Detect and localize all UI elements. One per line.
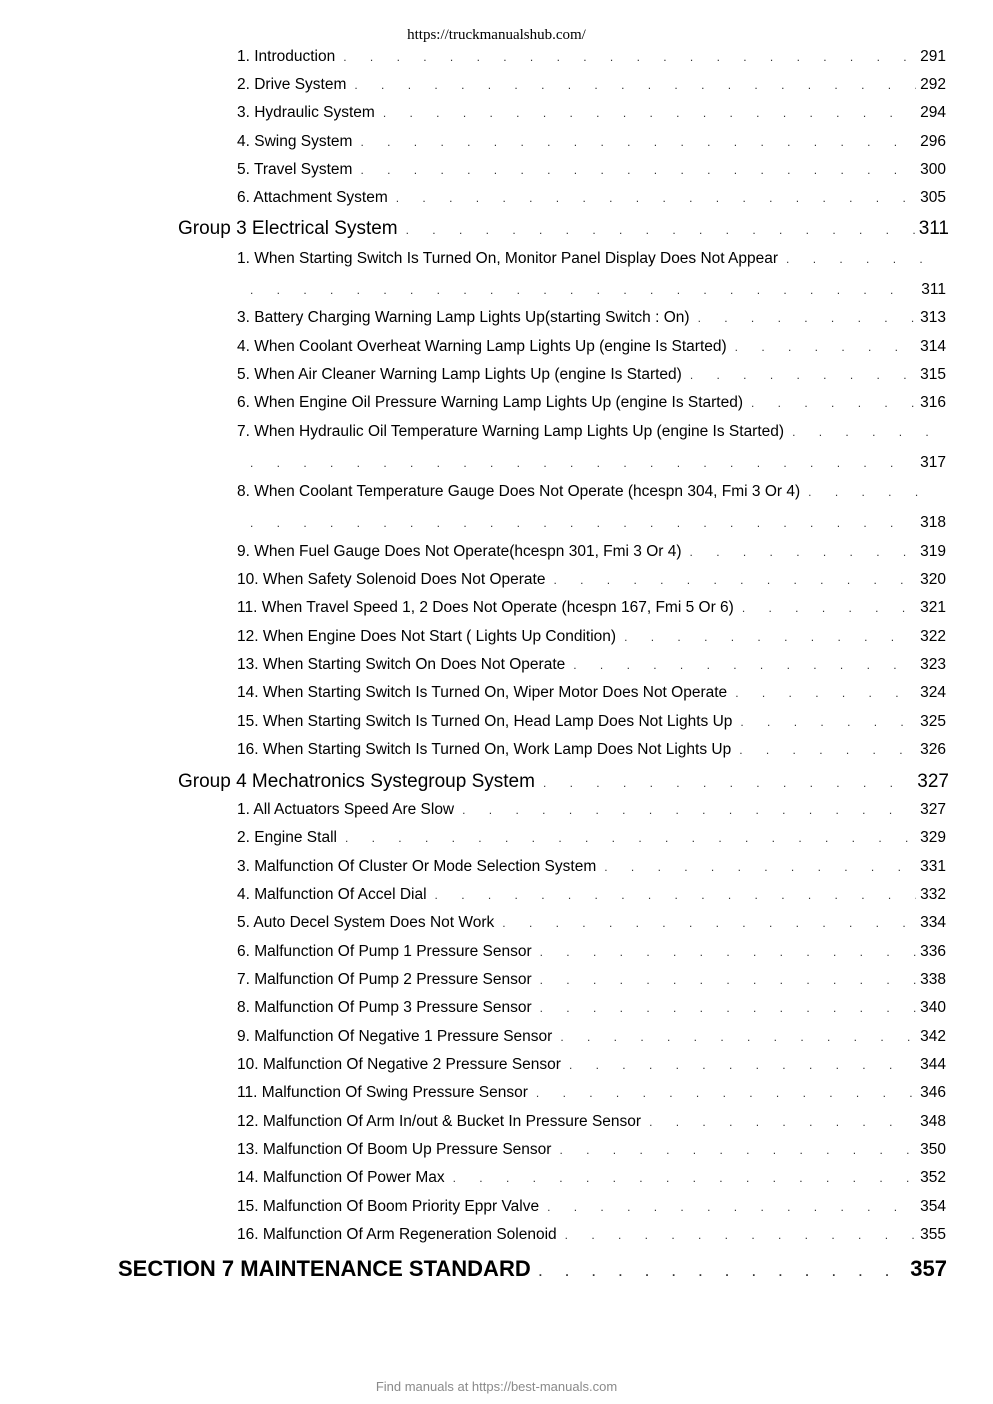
toc-entry-title: 5. Travel System xyxy=(237,161,353,178)
toc-entry-page-number: 321 xyxy=(920,599,946,616)
toc-dot-leader xyxy=(435,888,917,902)
toc-entry-title: 2. Engine Stall xyxy=(237,829,337,846)
toc-entry-title: 6. Malfunction Of Pump 1 Pressure Sensor xyxy=(237,943,532,960)
toc-dot-leader xyxy=(536,1086,916,1100)
toc-entry[interactable] xyxy=(0,104,993,122)
toc-entry[interactable] xyxy=(0,971,993,989)
toc-entry-page-number: 342 xyxy=(920,1028,946,1045)
toc-entry-title: 15. Malfunction Of Boom Priority Eppr Valve xyxy=(237,1198,540,1215)
toc-entry[interactable] xyxy=(0,656,993,674)
footer-text[interactable]: Find manuals at https://best-manuals.com xyxy=(375,1379,618,1394)
toc-dot-leader xyxy=(396,191,916,205)
header-url[interactable]: https://truckmanualshub.com/ xyxy=(407,27,586,43)
toc-dot-leader xyxy=(453,1171,917,1185)
toc-entry-title: 5. When Air Cleaner Warning Lamp Lights Up (engine Is Started) xyxy=(237,366,682,383)
toc-entry-page-number: 294 xyxy=(920,104,946,121)
toc-entry-title: 4. When Coolant Overheat Warning Lamp Lights Up (engine Is Started) xyxy=(237,338,727,355)
toc-dot-leader xyxy=(808,485,937,499)
toc-entry[interactable] xyxy=(0,189,993,207)
toc-entry-title: 3. Malfunction Of Cluster Or Mode Selection System xyxy=(237,858,597,875)
toc-entry-title: 8. When Coolant Temperature Gauge Does Not Operate (hcespn 304, Fmi 3 Or 4) xyxy=(237,483,801,500)
toc-dot-leader xyxy=(250,283,917,297)
toc-entry-title: 10. Malfunction Of Negative 2 Pressure Sensor xyxy=(237,1056,561,1073)
toc-entry-title: 12. When Engine Does Not Start ( Lights Up Condition) xyxy=(237,628,617,645)
toc-dot-leader xyxy=(792,425,937,439)
toc-entry[interactable] xyxy=(0,829,993,847)
toc-dot-leader xyxy=(540,1001,916,1015)
toc-entry[interactable] xyxy=(0,1256,993,1282)
toc-entry[interactable] xyxy=(0,599,993,617)
toc-dot-leader xyxy=(751,396,916,410)
toc-entry-title: 10. When Safety Solenoid Does Not Operate xyxy=(237,571,546,588)
toc-entry-title: 2. Drive System xyxy=(237,76,347,93)
toc-entry[interactable] xyxy=(0,1113,993,1131)
toc-entry-page-number: 313 xyxy=(920,309,946,326)
toc-entry[interactable] xyxy=(0,771,993,793)
toc-entry-title: 16. When Starting Switch Is Turned On, Work Lamp Does Not Lights Up xyxy=(237,741,732,758)
toc-dot-leader xyxy=(553,573,916,587)
toc-entry-page-number: 326 xyxy=(920,741,946,758)
toc-dot-leader xyxy=(735,686,916,700)
toc-dot-leader xyxy=(690,545,917,559)
toc-entry[interactable] xyxy=(0,483,993,501)
toc-entry[interactable] xyxy=(0,684,993,702)
toc-entry-title: Group 3 Electrical System xyxy=(178,218,398,239)
toc-dot-leader xyxy=(742,601,916,615)
toc-entry-page-number: 292 xyxy=(920,76,946,93)
toc-entry[interactable] xyxy=(0,999,993,1017)
toc-entry-page-number: 357 xyxy=(910,1256,947,1281)
toc-entry-page-number: 329 xyxy=(920,829,946,846)
toc-entry-page-number: 300 xyxy=(920,161,946,178)
toc-entry[interactable] xyxy=(0,48,993,66)
toc-entry-page-number: 332 xyxy=(920,886,946,903)
toc-entry[interactable] xyxy=(0,281,993,299)
toc-dot-leader xyxy=(698,311,917,325)
toc-entry[interactable] xyxy=(0,423,993,441)
toc-entry-title: 9. When Fuel Gauge Does Not Operate(hcespn 301, Fmi 3 Or 4) xyxy=(237,543,682,560)
toc-entry-title: 6. Attachment System xyxy=(237,189,388,206)
toc-dot-leader xyxy=(740,715,916,729)
toc-entry-page-number: 348 xyxy=(920,1113,946,1130)
toc-entry-page-number: 317 xyxy=(920,454,946,471)
toc-dot-leader xyxy=(540,945,916,959)
toc-dot-leader xyxy=(565,1228,916,1242)
toc-entry-title: 16. Malfunction Of Arm Regeneration Solenoid xyxy=(237,1226,557,1243)
toc-entry-page-number: 291 xyxy=(920,48,946,65)
toc-entry-page-number: 318 xyxy=(920,514,946,531)
toc-entry[interactable] xyxy=(0,514,993,532)
toc-entry-page-number: 327 xyxy=(920,801,946,818)
toc-entry-page-number: 350 xyxy=(920,1141,946,1158)
toc-entry-page-number: 354 xyxy=(920,1198,946,1215)
toc-dot-leader xyxy=(343,50,916,64)
toc-dot-leader xyxy=(739,743,916,757)
toc-entry[interactable] xyxy=(0,454,993,472)
toc-entry-title: 8. Malfunction Of Pump 3 Pressure Sensor xyxy=(237,999,532,1016)
toc-dot-leader xyxy=(786,252,937,266)
toc-dot-leader xyxy=(649,1115,916,1129)
toc-entry-page-number: 315 xyxy=(920,366,946,383)
toc-entry-page-number: 311 xyxy=(918,218,949,239)
toc-entry-title: 7. When Hydraulic Oil Temperature Warning Lamp Lights Up (engine Is Started) xyxy=(237,423,785,440)
toc-entry-title: 6. When Engine Oil Pressure Warning Lamp Lights Up (engine Is Started) xyxy=(237,394,744,411)
toc-dot-leader xyxy=(502,916,916,930)
toc-entry[interactable] xyxy=(0,133,993,151)
toc-entry-title: 9. Malfunction Of Negative 1 Pressure Sensor xyxy=(237,1028,553,1045)
toc-dot-leader xyxy=(573,658,916,672)
toc-entry-page-number: 325 xyxy=(920,713,946,730)
toc-entry-title: SECTION 7 MAINTENANCE STANDARD xyxy=(118,1256,531,1281)
toc-entry-page-number: 296 xyxy=(920,133,946,150)
toc-entry[interactable] xyxy=(0,1141,993,1159)
toc-entry[interactable] xyxy=(0,1084,993,1102)
toc-entry[interactable] xyxy=(0,366,993,384)
toc-entry[interactable] xyxy=(0,218,993,240)
toc-entry[interactable] xyxy=(0,713,993,731)
toc-dot-leader xyxy=(604,860,916,874)
toc-dot-leader xyxy=(690,368,916,382)
toc-entry-page-number: 324 xyxy=(920,684,946,701)
toc-entry-page-number: 323 xyxy=(920,656,946,673)
toc-entry-title: 3. Hydraulic System xyxy=(237,104,375,121)
toc-dot-leader xyxy=(360,135,916,149)
toc-entry-page-number: 311 xyxy=(921,281,946,298)
toc-entry[interactable] xyxy=(0,571,993,589)
toc-dot-leader xyxy=(540,973,916,987)
toc-dot-leader xyxy=(354,78,916,92)
toc-entry[interactable] xyxy=(0,76,993,94)
toc-entry[interactable] xyxy=(0,741,993,759)
toc-entry-page-number: 322 xyxy=(920,628,946,645)
toc-entry-title: 5. Auto Decel System Does Not Work xyxy=(237,914,495,931)
toc-entry-title: 14. When Starting Switch Is Turned On, Wiper Motor Does Not Operate xyxy=(237,684,728,701)
toc-entry[interactable] xyxy=(0,1169,993,1187)
toc-entry-title: 1. When Starting Switch Is Turned On, Monitor Panel Display Does Not Appear xyxy=(237,250,779,267)
toc-entry[interactable] xyxy=(0,338,993,356)
toc-entry-page-number: 305 xyxy=(920,189,946,206)
toc-entry-page-number: 355 xyxy=(920,1226,946,1243)
toc-entry[interactable] xyxy=(0,543,993,561)
toc-entry-page-number: 334 xyxy=(920,914,946,931)
toc-entry-page-number: 352 xyxy=(920,1169,946,1186)
toc-entry-page-number: 320 xyxy=(920,571,946,588)
toc-entry-title: 1. All Actuators Speed Are Slow xyxy=(237,801,455,818)
toc-entry-page-number: 319 xyxy=(920,543,946,560)
toc-entry-page-number: 327 xyxy=(917,771,949,792)
toc-entry-title: 1. Introduction xyxy=(237,48,336,65)
toc-dot-leader xyxy=(543,776,913,790)
toc-entry-page-number: 331 xyxy=(920,858,946,875)
toc-entry-page-number: 340 xyxy=(920,999,946,1016)
toc-entry-title: 13. When Starting Switch On Does Not Operate xyxy=(237,656,566,673)
toc-entry[interactable] xyxy=(0,1198,993,1216)
toc-entry-title: 11. Malfunction Of Swing Pressure Sensor xyxy=(237,1084,528,1101)
toc-entry-title: 3. Battery Charging Warning Lamp Lights Up(starting Switch : On) xyxy=(237,309,690,326)
toc-entry[interactable] xyxy=(0,801,993,819)
toc-entry-page-number: 336 xyxy=(920,943,946,960)
toc-entry[interactable] xyxy=(0,858,993,876)
toc-entry-title: 14. Malfunction Of Power Max xyxy=(237,1169,445,1186)
toc-entry-page-number: 344 xyxy=(920,1056,946,1073)
toc-entry[interactable] xyxy=(0,1028,993,1046)
toc-dot-leader xyxy=(250,456,916,470)
toc-dot-leader xyxy=(624,630,916,644)
toc-entry-title: 15. When Starting Switch Is Turned On, Head Lamp Does Not Lights Up xyxy=(237,713,733,730)
toc-entry[interactable] xyxy=(0,914,993,932)
toc-entry[interactable] xyxy=(0,886,993,904)
toc-entry-title: 11. When Travel Speed 1, 2 Does Not Operate (hcespn 167, Fmi 5 Or 6) xyxy=(237,599,734,616)
toc-dot-leader xyxy=(360,163,916,177)
toc-entry[interactable] xyxy=(0,628,993,646)
toc-dot-leader xyxy=(569,1058,916,1072)
toc-entry[interactable] xyxy=(0,943,993,961)
toc-dot-leader xyxy=(383,106,916,120)
toc-entry-title: 4. Malfunction Of Accel Dial xyxy=(237,886,427,903)
toc-dot-leader xyxy=(735,340,916,354)
toc-entry[interactable] xyxy=(0,394,993,412)
toc-dot-leader xyxy=(559,1143,916,1157)
toc-dot-leader xyxy=(250,516,916,530)
toc-entry-title: 4. Swing System xyxy=(237,133,353,150)
toc-entry[interactable] xyxy=(0,1226,993,1244)
toc-entry[interactable] xyxy=(0,309,993,327)
toc-entry[interactable] xyxy=(0,250,993,268)
toc-entry[interactable] xyxy=(0,1056,993,1074)
toc-dot-leader xyxy=(462,803,916,817)
toc-entry-page-number: 316 xyxy=(920,394,946,411)
toc-entry-page-number: 314 xyxy=(920,338,946,355)
toc-dot-leader xyxy=(345,831,916,845)
toc-entry-title: 7. Malfunction Of Pump 2 Pressure Sensor xyxy=(237,971,532,988)
toc-dot-leader xyxy=(547,1200,916,1214)
toc-dot-leader xyxy=(406,223,915,237)
toc-entry-title: 12. Malfunction Of Arm In/out & Bucket In Pressure Sensor xyxy=(237,1113,642,1130)
toc-entry[interactable] xyxy=(0,161,993,179)
toc-entry-title: 13. Malfunction Of Boom Up Pressure Sensor xyxy=(237,1141,552,1158)
toc-dot-leader xyxy=(560,1030,916,1044)
toc-dot-leader xyxy=(539,1265,907,1279)
toc-entry-title: Group 4 Mechatronics Systegroup System xyxy=(178,771,535,792)
toc-entry-page-number: 338 xyxy=(920,971,946,988)
toc-entry-page-number: 346 xyxy=(920,1084,946,1101)
